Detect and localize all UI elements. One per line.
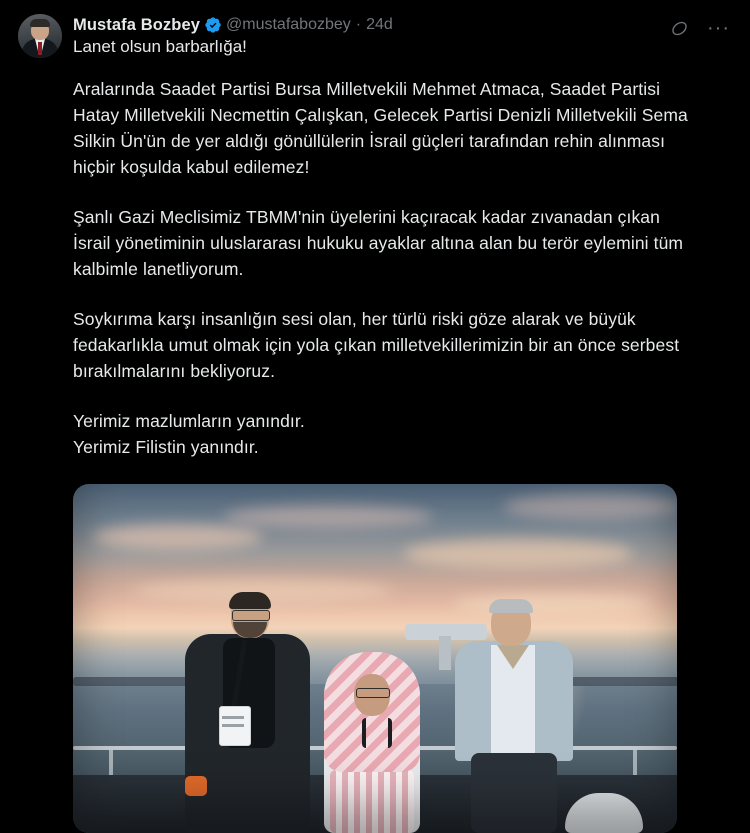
photo-person-left-hair xyxy=(229,592,271,609)
more-options-icon[interactable]: ··· xyxy=(707,17,730,39)
photo-cloud xyxy=(503,494,677,520)
photo-person-left xyxy=(185,594,310,833)
photo-person-center-skirt xyxy=(330,770,414,833)
tweet-paragraph-5: Yerimiz Filistin yanındır. xyxy=(73,437,259,457)
photo-person-left-badge-line xyxy=(222,724,244,727)
avatar-hair xyxy=(30,19,50,27)
verified-badge-icon xyxy=(204,16,222,34)
timestamp[interactable]: 24d xyxy=(366,16,393,33)
tweet-header xyxy=(18,14,732,58)
tweet-paragraph-3: Soykırıma karşı insanlığın sesi olan, her türlü riski göze alarak ve büyük fedakarlıkla umut olmak için yola çıkan milletvekillerimizin bir an önce serbest bırakılmalarını bekliyoruz. xyxy=(73,309,680,381)
photo-person-right xyxy=(455,601,573,833)
photo-cloud xyxy=(403,539,633,569)
author-handle[interactable]: @mustafabozbey xyxy=(226,16,351,33)
photo-person-center xyxy=(316,652,428,833)
separator-dot: · xyxy=(355,16,362,33)
tweet-photo[interactable] xyxy=(73,484,677,833)
tweet-paragraph-2: Şanlı Gazi Meclisimiz TBMM'nin üyelerini kaçıracak kadar zıvanadan çıkan İsrail yönetiminin uluslararası hukuku ayaklar altına alan bu terör eylemini tüm kalbimle lanetliyorum. xyxy=(73,207,684,279)
photo-cloud xyxy=(93,524,263,550)
tweet-paragraph-4: Yerimiz mazlumların yanındır. xyxy=(73,411,305,431)
photo-person-right-pants xyxy=(471,753,557,833)
avatar-tie xyxy=(38,42,42,55)
photo-person-right-hair xyxy=(489,599,533,613)
tweet-header-text xyxy=(73,14,732,58)
photo-person-left-glasses xyxy=(232,610,270,621)
photo-person-center-straps xyxy=(362,718,392,748)
photo-deck-equipment-post xyxy=(439,636,451,670)
photo-person-left-wristband xyxy=(185,776,207,796)
avatar[interactable] xyxy=(18,14,62,58)
photo-cloud xyxy=(223,506,433,528)
photo-person-left-badge-line xyxy=(222,716,244,719)
photo-scene xyxy=(73,484,677,833)
grok-icon[interactable] xyxy=(669,18,689,38)
tweet-first-line: Lanet olsun barbarlığa! xyxy=(73,37,247,56)
photo-person-center-glasses xyxy=(356,688,390,698)
author-display-name[interactable]: Mustafa Bozbey xyxy=(73,16,201,34)
tweet-paragraph-1: Aralarında Saadet Partisi Bursa Milletvekili Mehmet Atmaca, Saadet Partisi Hatay Milletvekili Necmettin Çalışkan, Gelecek Partisi Denizli Milletvekili Sema Silkin Ün'ün de yer aldığı gönüllülerin İsrail güçleri tarafından rehin alınması hiçbir koşulda kabul edilemez! xyxy=(73,79,688,177)
tweet-body xyxy=(73,76,732,460)
author-line xyxy=(73,14,732,39)
tweet-header-actions xyxy=(669,18,730,38)
